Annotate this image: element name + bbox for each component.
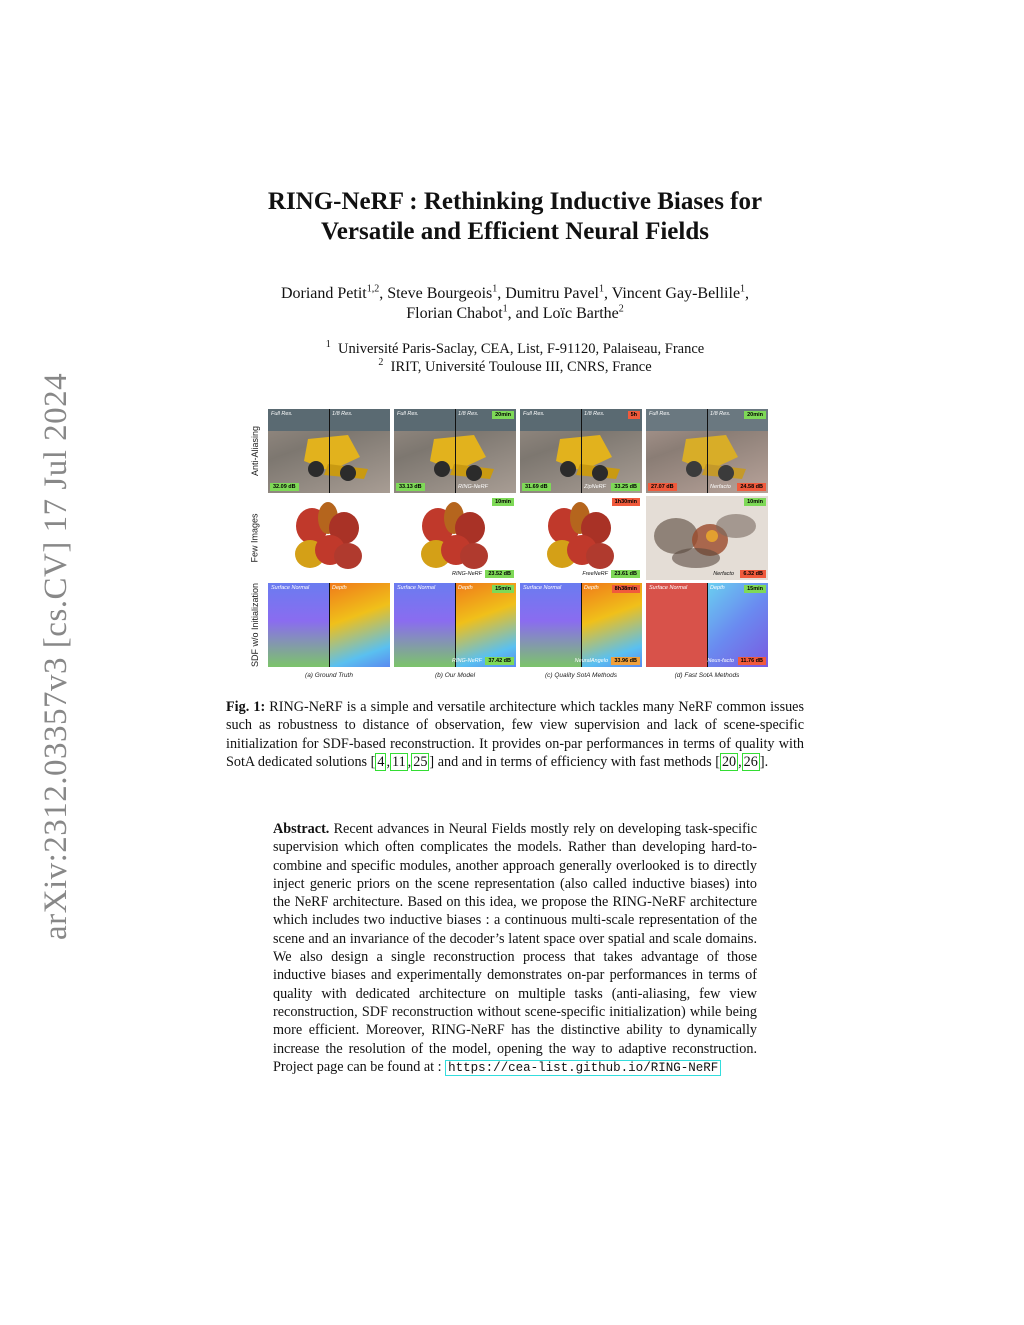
citation-link[interactable]: 25 (413, 754, 428, 771)
time-badge: 8h38min (612, 585, 640, 593)
method-label: Nerfacto (713, 571, 734, 577)
author-affil: 1 (502, 303, 508, 315)
abstract-label: Abstract. (273, 821, 330, 837)
affiliation-text: IRIT, Université Toulouse III, CNRS, France (390, 359, 652, 375)
author-affil: 1 (492, 283, 498, 295)
author-line-1: Doriand Petit$^{1,2}$, Steve Bourgeois$^1$, Dumitru Pavel$^1$, Vincent Gay-Bellile$^1$, (280, 283, 750, 302)
score-badge: 6.32 dB (740, 570, 766, 578)
affiliation-number: 1 (325, 339, 331, 351)
fruit-image (394, 496, 516, 580)
time-badge: 1h30min (612, 498, 640, 506)
paper-title (150, 187, 880, 247)
citation-link[interactable]: 4 (377, 754, 385, 771)
score-badge: 23.61 dB (611, 570, 640, 578)
author-name: Doriand Petit (280, 285, 367, 302)
title-line-2: Versatile and Efficient Neural Fields (321, 218, 709, 245)
caption-label: Fig. 1: (226, 699, 266, 715)
caption-text: RING-NeRF is a simple and versatile architecture which tackles many NeRF common issues such as robustness to distance of observation, few view supervision and lack of scene-specific initialization for SDF-based reconstruction. It provides on-par performances in terms of quality with SotA dedicated solutions (226, 699, 804, 771)
score-badge: 33.13 dB (396, 483, 425, 491)
column-label-quality-sota: (c) Quality SotA Methods (544, 672, 617, 679)
time-badge: 10min (744, 498, 766, 506)
aa-ground-truth-image (268, 409, 390, 493)
time-badge: 10min (492, 498, 514, 506)
affiliations (150, 340, 880, 376)
author-list (150, 284, 880, 324)
author-affil: 1,2 (366, 283, 380, 295)
full-res-label: Full Res. (649, 411, 671, 417)
time-badge: 5h (628, 411, 640, 419)
method-label: Neus-facto (707, 658, 734, 664)
figure-caption: Fig. 1: RING-NeRF is a simple and versatile architecture which tackles many NeRF common issues such as robustness to distance of observation, few view supervision and lack of scene-specific initialization for SDF-based reconstruction. It provides on-par performances in terms of quality with SotA dedicated solutions [ 4 , 11 , 25 ] and and in terms of efficiency with fast methods [ 20 , 26 ]. (226, 699, 804, 771)
time-badge: 20min (744, 411, 766, 419)
normal-label: Surface Normal (649, 585, 688, 591)
full-res-label: Full Res. (397, 411, 419, 417)
noisy-fruit-image (646, 496, 768, 580)
score-badge-low-res: 33.25 dB (611, 483, 640, 491)
author-name: Vincent Gay-Bellile (611, 285, 741, 302)
affiliation-2 (150, 358, 880, 376)
affiliation-1 (150, 340, 880, 358)
full-res-label: Full Res. (271, 411, 293, 417)
title-line-1: RING-NeRF : Rethinking Inductive Biases for (267, 188, 763, 215)
method-label: ZipNeRF (584, 484, 607, 490)
depth-label: Depth (584, 585, 599, 591)
time-badge: 15min (744, 585, 766, 593)
author-affil: 1 (599, 283, 604, 295)
score-badge: 11.76 dB (738, 657, 766, 665)
aa-quality-sota-image (520, 409, 642, 493)
author-name: Steve Bourgeois (387, 285, 493, 302)
method-label: FreeNeRF (582, 571, 608, 577)
score-badge: 33.96 dB (611, 657, 640, 665)
score-badge-low-res: 24.58 dB (737, 483, 766, 491)
sdf-ground-truth-image (268, 583, 390, 667)
low-res-label: 1/8 Res. (332, 411, 353, 417)
score-badge: 27.07 dB (648, 483, 677, 491)
sdf-quality-sota-image (520, 583, 642, 667)
few-fast-sota-image (646, 496, 768, 580)
method-label: NeuralAngelo (574, 658, 608, 664)
time-badge: 20min (492, 411, 514, 419)
arxiv-side-stamp: arXiv:2312.03357v3 [cs.CV] 17 Jul 2024 (38, 372, 74, 940)
few-quality-sota-image (520, 496, 642, 580)
figure-1 (248, 407, 776, 681)
normal-label: Surface Normal (271, 585, 310, 591)
method-label: Nerfacto (710, 484, 731, 490)
time-badge: 15min (492, 585, 514, 593)
method-label: RING-NeRF (452, 571, 482, 577)
citation-link[interactable]: 11 (392, 754, 406, 771)
affiliation-text: Université Paris-Saclay, CEA, List, F-91120, Palaiseau, France (338, 341, 705, 357)
depth-label: Depth (332, 585, 347, 591)
few-ground-truth-image (268, 496, 390, 580)
row-label-anti-aliasing: Anti-Aliasing (250, 425, 260, 477)
author-name: Loïc Barthe (542, 305, 619, 322)
abstract (273, 820, 757, 1077)
column-label-fast-sota: (d) Fast SotA Methods (674, 672, 740, 679)
author-line-2: Florian Chabot$^1$, and Loïc Barthe$^2$ (406, 303, 624, 322)
depth-label: Depth (710, 585, 725, 591)
sdf-fast-sota-image (646, 583, 768, 667)
caption-end: . (764, 754, 769, 771)
author-affil: 2 (618, 303, 624, 315)
method-label: RING-NeRF (452, 658, 482, 664)
fruit-image (520, 496, 642, 580)
citation-link[interactable]: 20 (721, 754, 737, 771)
author-conjunction: and (515, 305, 539, 322)
aa-fast-sota-image (646, 409, 768, 493)
abstract-text: Recent advances in Neural Fields mostly rely on developing task-specific supervision which often complicates the models. Rather than developing hard-to-combine and specific modules, another approach generally overlooked is to directly inject generic priors on the scene representation (also called inductive biases) into the NeRF architecture. Based on this idea, we propose the RING-NeRF architecture which includes two inductive biases : a continuous multi-scale representation of the scene and an invariance of the decoder’s latent space over spatial and scale domains. We also design a single reconstruction process that takes advantage of those inductive biases and experimentally demonstrates on-par performances in terms of quality with dedicated architecture on multiple tasks (anti-aliasing, few view reconstruction, SDF reconstruction without scene-specific initialization) while being more efficient. Moreover, RING-NeRF has the distinctive ability to dynamically increase the resolution of the model, opening the way to adaptive reconstruction. Project page can be found at : (273, 821, 757, 1075)
score-badge: 32.09 dB (270, 483, 299, 491)
column-label-ground-truth: (a) Ground Truth (305, 672, 353, 679)
aa-our-model-image (394, 409, 516, 493)
depth-label: Depth (458, 585, 473, 591)
author-name: Florian Chabot (406, 305, 503, 322)
row-label-few-images: Few Images (250, 513, 260, 563)
affiliation-number: 2 (378, 357, 384, 369)
sdf-our-model-image (394, 583, 516, 667)
score-badge: 37.42 dB (485, 657, 514, 665)
citation-link[interactable]: 26 (743, 754, 758, 771)
low-res-label: 1/8 Res. (458, 411, 479, 417)
score-badge: 31.69 dB (522, 483, 551, 491)
normal-label: Surface Normal (523, 585, 562, 591)
low-res-label: 1/8 Res. (584, 411, 605, 417)
few-our-model-image (394, 496, 516, 580)
author-name: Dumitru Pavel (505, 285, 599, 302)
caption-text-continued: and and in terms of efficiency with fast methods (437, 754, 712, 771)
project-page-link[interactable]: https://cea-list.github.io/RING-NeRF (445, 1060, 721, 1076)
method-label: RING-NeRF (458, 484, 488, 490)
row-label-sdf: SDF w/o Initialization (250, 582, 261, 668)
score-badge: 23.52 dB (485, 570, 514, 578)
column-label-our-model: (b) Our Model (434, 672, 476, 679)
low-res-label: 1/8 Res. (710, 411, 731, 417)
author-affil: 1 (740, 283, 746, 295)
normal-label: Surface Normal (397, 585, 436, 591)
fruit-image (268, 496, 390, 580)
full-res-label: Full Res. (523, 411, 545, 417)
